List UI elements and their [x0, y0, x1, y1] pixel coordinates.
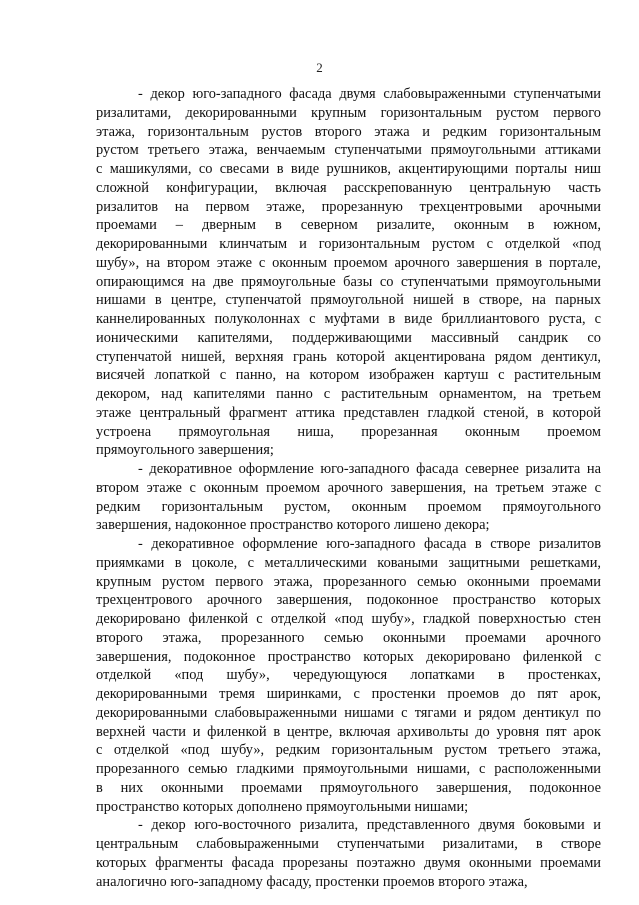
- text-line: аналогично юго-западному фасаду, простенки проемов второго этажа,: [96, 873, 528, 890]
- text-line: крупным рустом первого этажа, прорезанного семью оконными проемами: [96, 573, 601, 590]
- text-line: висячей лопаткой с панно, на котором изображен картуш с растительным: [96, 367, 601, 384]
- text-line: этажа, горизонтальным рустов второго этажа и редким горизонтальным: [96, 123, 601, 140]
- text-line: декорировано филенкой с отделкой «под шубу», гладкой поверхностью стен: [96, 611, 601, 627]
- text-line: ступенчатой нишей, верхняя грань которой акцентирована рядом дентикул,: [96, 348, 601, 365]
- text-line: декорированными слабовыраженными нишами с тягами и рядом дентикул по: [96, 704, 601, 721]
- text-line: - декор юго-западного фасада двумя слабовыраженными ступенчатыми: [138, 86, 601, 102]
- paragraph: [96, 535, 601, 816]
- text-line: ризалитами, декорированными крупным горизонтальным рустом первого: [96, 104, 601, 121]
- text-line: декорированными тремя ширинками, с простенки проемов до пят арок,: [96, 686, 601, 702]
- text-line: декором, над капителями панно с растительным орнаментом, на третьем: [96, 386, 601, 402]
- paragraph: [96, 816, 601, 891]
- text-line: завершения, подоконное пространство которых декорировано филенкой с: [96, 648, 601, 665]
- text-line: - декор юго-восточного ризалита, представленного двумя боковыми и: [138, 817, 601, 834]
- text-line: шубу», на втором этаже с оконным проемом арочного завершения в портале,: [96, 254, 601, 271]
- text-line: с машикулями, со свесами в виде рушников, акцентирующими порталы ниш: [96, 161, 601, 177]
- page-number: 2: [316, 60, 323, 75]
- paragraph: [96, 85, 601, 460]
- text-line: устроена прямоугольная ниша, прорезанная оконным проемом: [96, 423, 601, 440]
- text-line: отделкой «под шубу», чередующуюся лопатками в простенках,: [96, 667, 601, 684]
- text-line: каннелированных полуколоннах с муфтами в виде бриллиантового руста, с: [96, 311, 601, 327]
- text-line: нишами в центре, ступенчатой прямоугольной нишей в створе, на парных: [96, 292, 601, 309]
- text-line: центральным слабовыраженными ступенчатыми ризалитами, в створе: [96, 836, 601, 852]
- document-body: [96, 85, 601, 891]
- text-line: пространство которых дополнено прямоугольными нишами;: [96, 798, 469, 815]
- text-line: втором этаже с оконным проемом арочного завершения, на третьем этаже с: [96, 479, 601, 496]
- text-line: сложной конфигурации, включая расскрепованную центральную часть: [96, 179, 601, 196]
- text-line: приямками в цоколе, с металлическими коваными защитными решетками,: [96, 554, 601, 571]
- text-line: редким горизонтальным рустом, оконным проемом прямоугольного: [96, 498, 601, 515]
- text-line: ризалитов на первом этаже, прорезанную трехцентровыми арочными: [96, 198, 601, 215]
- text-line: прямоугольного завершения;: [96, 442, 274, 459]
- text-line: рустом третьего этажа, венчаемым ступенчатыми прямоугольными аттиками: [96, 142, 601, 159]
- text-line: верхней части и филенкой в центре, включая архивольты до уровня пят арок: [96, 723, 601, 740]
- text-line: проемами – дверным в северном ризалите, оконным в южном,: [96, 217, 601, 234]
- text-line: - декоративное оформление юго-западного фасада в створе ризалитов: [138, 536, 601, 552]
- text-line: которых фрагменты фасада прорезаны поэтажно двумя оконными проемами: [96, 854, 601, 871]
- text-line: второго этажа, прорезанного семью оконными проемами арочного: [96, 629, 601, 646]
- text-line: этаже центральный фрагмент аттика представлен гладкой стеной, в которой: [96, 404, 601, 421]
- text-line: трехцентрового арочного завершения, подоконное пространство которых: [96, 592, 601, 609]
- text-line: ионическими капителями, поддерживающими массивный сандрик со: [96, 329, 601, 346]
- text-line: декорированными клинчатым и горизонтальным рустом с отделкой «под: [96, 236, 601, 252]
- text-line: завершения, надоконное пространство которого лишено декора;: [96, 517, 490, 534]
- text-line: - декоративное оформление юго-западного фасада севернее ризалита на: [138, 461, 601, 477]
- text-line: в них оконными проемами прямоугольного завершения, подоконное: [96, 779, 601, 796]
- text-line: прорезанного семью гладкими прямоугольными нишами, с расположенными: [96, 761, 601, 777]
- text-line: с отделкой «под шубу», редким горизонтальным рустом третьего этажа,: [96, 742, 601, 759]
- paragraph: [96, 460, 601, 535]
- text-line: опирающимся на две прямоугольные базы со ступенчатыми прямоугольными: [96, 273, 601, 290]
